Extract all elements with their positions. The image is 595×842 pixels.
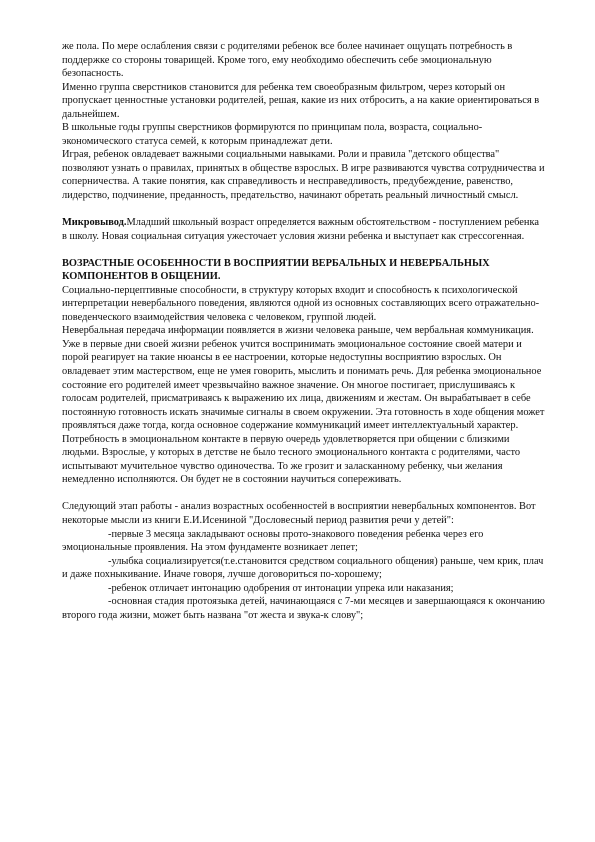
- list-item: -ребенок отличает интонацию одобрения от интонации упрека или наказания;: [108, 582, 454, 594]
- list-item: -улыбка социализируется(т.е.становится средством социального общения) раньше, чем крик, плач и даже похныкивание. Иначе говоря, лучше договориться по-хорошему;: [62, 555, 544, 581]
- section-heading: ВОЗРАСТНЫЕ ОСОБЕННОСТИ В ВОСПРИЯТИИ ВЕРБАЛЬНЫХ И НЕВЕРБАЛЬНЫХ КОМПОНЕНТОВ В ОБЩЕНИИ.: [62, 257, 490, 283]
- spacer: [62, 243, 545, 257]
- conclusion-text: Младший школьный возраст определяется важным обстоятельством - поступлением ребенка в школу. Новая социальная ситуация ужесточает условия жизни ребенка и выступает как стрессогенная.: [62, 217, 539, 242]
- paragraph: Именно группа сверстников становится для ребенка тем своеобразным фильтром, через который он пропускает ценностные установки родителей, решая, какие из них отбросить, а на какие ориентироваться в дальнейшем.: [62, 81, 540, 120]
- paragraph: Невербальная передача информации появляется в жизни человека раньше, чем вербальная коммуникация. Уже в первые дни своей жизни ребенок учится воспринимать эмоциональное состояние своей матери и порой реагирует на такие нюансы в ее настроении, которые недоступны восприятию взрослых. Он овладевает этим мастерством, еще не умея говорить, мыслить и понимать речь. Для ребенка эмоциональное состояние его родителей имеет чрезвычайно важное значение. Он многое постигает, прислушиваясь к голосам родителей, присматриваясь к выражению их лица, движениям и жестам. Он вырабатывает в себе постоянную готовность искать значимые сигналы в своем окружении. Эта готовность в ходе общения может проявляться даже тогда, когда основное содержание коммуникаций имеет интеллектуальный характер.: [62, 325, 545, 432]
- list-item: -основная стадия протоязыка детей, начинающаяся с 7-ми месяцев и завершающаяся к окончанию второго года жизни, может быть названа "от жеста и звука-к слову";: [62, 596, 545, 621]
- paragraph: Следующий этап работы - анализ возрастных особенностей в восприятии невербальных компонентов. Вот некоторые мысли из книги Е.И.Исениной "Дословесный период развития речи у детей":: [62, 501, 536, 526]
- paragraph: же пола. По мере ослабления связи с родителями ребенок все более начинает ощущать потребность в поддержке со стороны товарищей. Кроме того, ему необходимо обеспечить себе эмоциональную безопасность.: [62, 41, 513, 80]
- conclusion-paragraph: [62, 216, 545, 243]
- paragraph: В школьные годы группы сверстников формируются по принципам пола, возраста, социально-экономического статуса семей, к которым принадлежат дети.: [62, 122, 483, 147]
- spacer: [62, 203, 545, 217]
- list-item: -первые 3 месяца закладывают основы прото-знакового поведения ребенка через его эмоциональные проявления. На этом фундаменте возникает лепет;: [62, 528, 484, 554]
- paragraph: Играя, ребенок овладевает важными социальными навыками. Роли и правила "детского общества" позволяют узнать о правилах, принятых в обществе взрослых. В игре развиваются чувства сотрудничества и соперничества. А такие понятия, как справедливость и несправедливость, предубеждение, равенство, лидерство, подчинение, преданность, предательство, начинают обретать реальный личностный смысл.: [62, 149, 545, 202]
- conclusion-lead: Микровывод.: [62, 217, 127, 229]
- paragraph: Социально-перцептивные способности, в структуру которых входит и способность к психологической интерпретации невербального поведения, являются одной из основных составляющих всего отражательно-поведенческого взаимодействия человека с человеком, группой людей.: [62, 284, 540, 323]
- paragraph: Потребность в эмоциональном контакте в первую очередь удовлетворяется при общении с близкими людьми. Взрослые, у которых в детстве не было тесного эмоционального контакта с родителями, часто испытывают мучительное чувство одиночества. То же грозит и заласканному ребенку, чьи желания немедленно исполняются. Он будет не в состоянии научиться сопереживать.: [62, 433, 521, 486]
- spacer: [62, 487, 545, 501]
